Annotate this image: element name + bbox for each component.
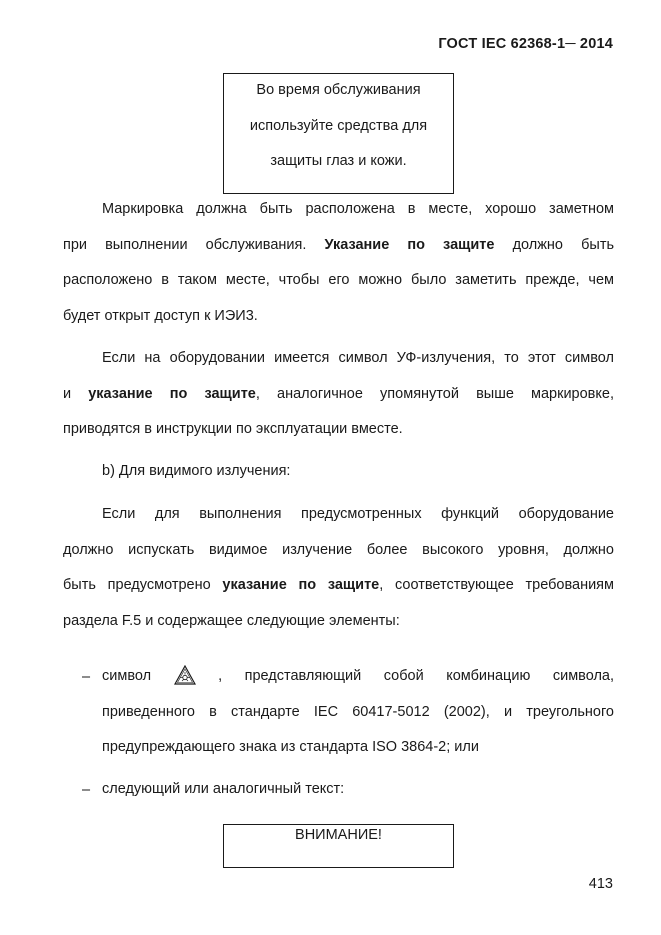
list-dash-1: – <box>82 669 91 685</box>
para2-line2-pre: и <box>63 385 72 402</box>
list-item2-line1: следующий или аналогичный текст: <box>102 781 345 797</box>
warning-line-1: Во время обслуживания <box>256 82 421 98</box>
para2-line2 <box>63 377 614 413</box>
list-item1-line1 <box>102 659 614 695</box>
page-number: 413 <box>588 876 613 892</box>
para4-line3-pre: быть предусмотрено <box>63 577 211 593</box>
para3-line1: b) Для видимого излучения: <box>102 463 291 479</box>
para2-line3: приводятся в инструкции по эксплуатации вместе. <box>63 421 403 437</box>
warning-box <box>223 73 454 194</box>
para2-line1: Если на оборудовании имеется символ УФ-излучения, то этот символ <box>102 350 614 366</box>
list-item-1 <box>102 659 614 766</box>
warning-line-2: используйте средства для <box>249 118 428 134</box>
paragraph-4 <box>63 497 614 639</box>
para4-line4: раздела F.5 и содержащее следующие элементы: <box>63 612 400 629</box>
para1-line3: расположено в таком месте, чтобы его можно было заметить прежде, чем <box>63 272 614 288</box>
list-item1-line1-post: , представляющий собой комбинацию символа, <box>218 668 615 684</box>
para4-line3-post: , соответствующее требованиям <box>379 577 615 593</box>
document-header: ГОСТ IEC 62368-1─ 2014 <box>438 36 613 52</box>
list-item1-line1-pre: символ <box>102 668 152 684</box>
para1-line4: будет открыт доступ к ИЭИ3. <box>63 307 258 324</box>
para4-line3 <box>63 568 614 604</box>
paragraph-2 <box>63 341 614 448</box>
paragraph-3 <box>63 454 614 490</box>
emphasis-protection-note: указание по защите <box>222 577 380 593</box>
para2-line2-post: , аналогичное упомянутой выше маркировке, <box>255 385 614 402</box>
para1-line2 <box>63 228 614 264</box>
list-dash-2: – <box>82 782 91 798</box>
list-item1-line2: приведенного в стандарте IEC 60417-5012 (2002), и треугольного <box>102 703 614 720</box>
emphasis-protection-note: указание по защите <box>88 385 256 402</box>
attention-text: ВНИМАНИЕ! <box>295 827 382 843</box>
para1-line2-pre: при выполнении обслуживания. <box>63 236 307 253</box>
paragraph-1 <box>63 192 614 334</box>
list-item1-line3: предупреждающего знака из стандарта ISO 3864-2; или <box>102 739 479 755</box>
list-item-2 <box>102 772 614 808</box>
emphasis-protection-note: Указание по защите <box>324 236 495 253</box>
warning-line-3: защиты глаз и кожи. <box>270 153 407 169</box>
para4-line2: должно испускать видимое излучение более высокого уровня, должно <box>63 541 614 558</box>
para4-line1: Если для выполнения предусмотренных функций оборудование <box>102 506 614 522</box>
para1-line1: Маркировка должна быть расположена в месте, хорошо заметном <box>102 201 614 217</box>
para1-line2-post: должно быть <box>512 236 615 253</box>
attention-box <box>223 824 454 868</box>
laser-warning-triangle-icon <box>174 665 196 685</box>
